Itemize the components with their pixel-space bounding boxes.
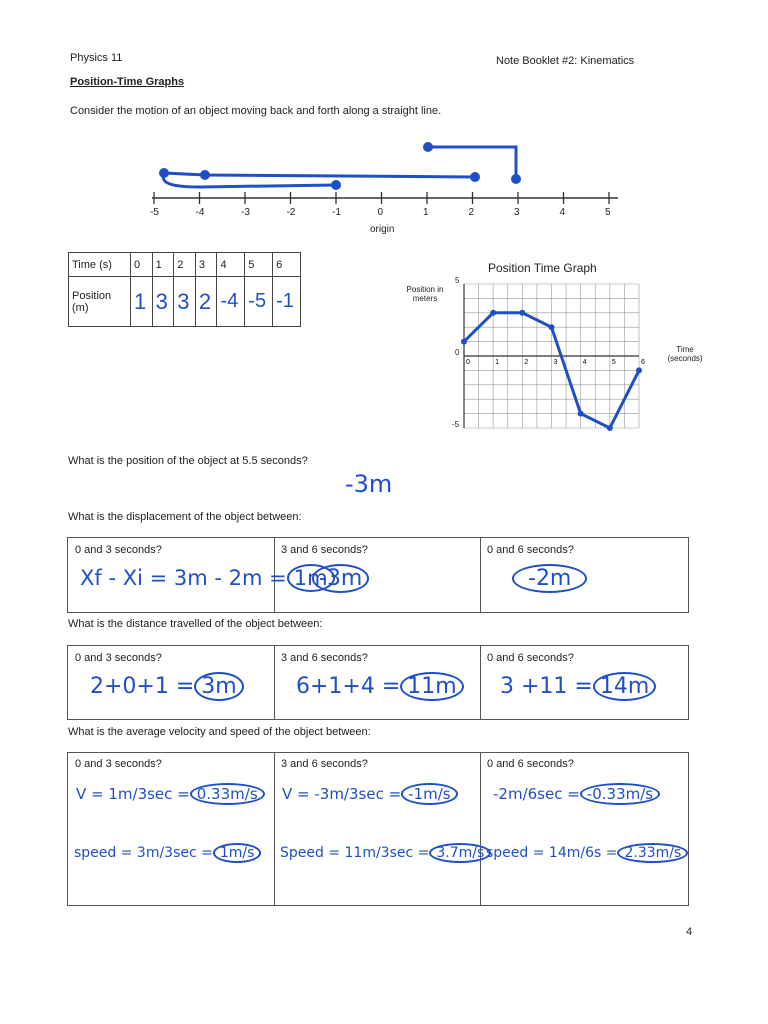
y-bottom-label: -5: [452, 420, 460, 429]
q3-question: What is the distance travelled of the object between:: [68, 618, 323, 630]
answer-circle: 14m: [593, 672, 656, 701]
data-point: [607, 425, 613, 431]
graph-title: Position Time Graph: [488, 261, 597, 275]
cell-label: 0 and 6 seconds?: [487, 652, 574, 664]
work: 2+0+1 =: [90, 674, 195, 699]
time-cell: 2: [174, 253, 196, 277]
cell-label: 0 and 3 seconds?: [75, 544, 162, 556]
number-line-label: -5: [150, 207, 159, 218]
work: 3 +11 =: [500, 674, 593, 699]
position-dot: [511, 174, 521, 184]
answer-circle: 1m: [287, 564, 335, 592]
motion-path-middle: [164, 173, 475, 177]
time-cell: 3: [195, 253, 217, 277]
position-cell: 3: [174, 277, 196, 327]
position-time-graph: [462, 282, 645, 430]
cell-label: 0 and 6 seconds?: [487, 544, 574, 556]
speed-work: speed = 3m/3sec =: [74, 845, 213, 861]
q1-question: What is the position of the object at 5.5 seconds?: [68, 455, 308, 467]
page-number: 4: [686, 926, 693, 938]
displacement-box: [67, 537, 689, 613]
cell-label: 0 and 6 seconds?: [487, 758, 574, 770]
velocity-speed-box: [67, 752, 689, 906]
answer-circle: -1m/s: [401, 783, 457, 805]
data-point: [636, 367, 642, 373]
data-point: [519, 310, 525, 316]
q2-question: What is the displacement of the object between:: [68, 511, 302, 523]
position-cell: 1: [131, 277, 153, 327]
answer-circle: 0.33m/s: [190, 783, 265, 805]
answer-circle: 3.7m/s: [429, 843, 491, 863]
cell-label: 0 and 3 seconds?: [75, 758, 162, 770]
number-line-label: 0: [377, 207, 384, 218]
position-dot: [200, 170, 210, 180]
position-dot: [470, 172, 480, 182]
position-cell: -5: [245, 277, 273, 327]
velocity-work: -2m/6sec =: [493, 785, 580, 803]
graph-ylabel: Position in meters: [406, 285, 444, 303]
position-cell: -4: [217, 277, 245, 327]
y-zero-label: 0: [455, 348, 460, 357]
x-tick-label: 6: [641, 359, 645, 366]
position-dot: [423, 142, 433, 152]
answer-circle: 1m/s: [213, 843, 262, 863]
number-line-label: -1: [332, 207, 341, 218]
speed-work: speed = 14m/6s =: [486, 845, 618, 861]
answer-circle: 11m: [400, 672, 463, 701]
number-line-label: -4: [195, 207, 205, 218]
number-line-label: 1: [423, 207, 429, 218]
data-point: [461, 339, 467, 345]
x-tick-label: 3: [553, 359, 558, 366]
cell-label: 3 and 6 seconds?: [281, 544, 368, 556]
position-time-table: [68, 252, 301, 327]
speed-work: Speed = 11m/3sec =: [280, 845, 430, 861]
x-tick-label: 1: [495, 359, 500, 366]
x-tick-label: 5: [611, 359, 616, 366]
answer-circle: -2m: [512, 564, 587, 593]
booklet-title: Note Booklet #2: Kinematics: [496, 55, 635, 67]
number-line-label: -2: [286, 207, 296, 218]
answer-circle: 3m: [194, 672, 243, 701]
x-tick-label: 0: [466, 359, 470, 366]
graph-xlabel: Time (seconds): [667, 345, 703, 363]
x-tick-label: 2: [524, 359, 529, 366]
distance-box: [67, 645, 689, 720]
origin-label: origin: [370, 224, 395, 235]
number-line-label: -3: [241, 207, 250, 218]
time-cell: 4: [217, 253, 245, 277]
data-point: [549, 324, 555, 330]
position-cell: 3: [152, 277, 174, 327]
answer-circle: 2.33m/s: [617, 843, 688, 863]
work: 6+1+4 =: [296, 674, 401, 699]
time-cell: 1: [152, 253, 174, 277]
x-tick-label: 4: [582, 359, 587, 366]
data-point: [578, 411, 584, 417]
cell-label: 3 and 6 seconds?: [281, 758, 368, 770]
number-line-label: 5: [605, 207, 611, 218]
number-line-label: 4: [559, 207, 566, 218]
position-dot: [159, 168, 169, 178]
time-cell: 6: [273, 253, 301, 277]
position-header: Position (m): [69, 277, 131, 327]
answer-circle: -0.33m/s: [580, 783, 660, 805]
section-title: Position-Time Graphs: [70, 76, 185, 88]
q4-question: What is the average velocity and speed of the object between:: [68, 726, 371, 738]
position-dot: [331, 180, 341, 190]
time-cell: 0: [131, 253, 153, 277]
intro-text: Consider the motion of an object moving back and forth along a straight line.: [70, 105, 442, 117]
position-cell: 2: [195, 277, 217, 327]
answer-circle: -3m: [312, 564, 369, 593]
cell-label: 3 and 6 seconds?: [281, 652, 368, 664]
number-line-label: 2: [468, 207, 475, 218]
cell-label: 0 and 3 seconds?: [75, 652, 162, 664]
course-title: Physics 11: [70, 52, 123, 64]
time-header: Time (s): [69, 253, 131, 277]
velocity-work: V = 1m/3sec =: [76, 785, 190, 803]
y-top-label: 5: [455, 276, 460, 285]
position-cell: -1: [273, 277, 301, 327]
work: Xf - Xi = 3m - 2m =: [80, 566, 287, 590]
velocity-work: V = -3m/3sec =: [282, 785, 402, 803]
data-point: [490, 310, 496, 316]
time-cell: 5: [245, 253, 273, 277]
q1-answer: -3m: [345, 470, 393, 498]
number-line-label: 3: [514, 207, 520, 218]
